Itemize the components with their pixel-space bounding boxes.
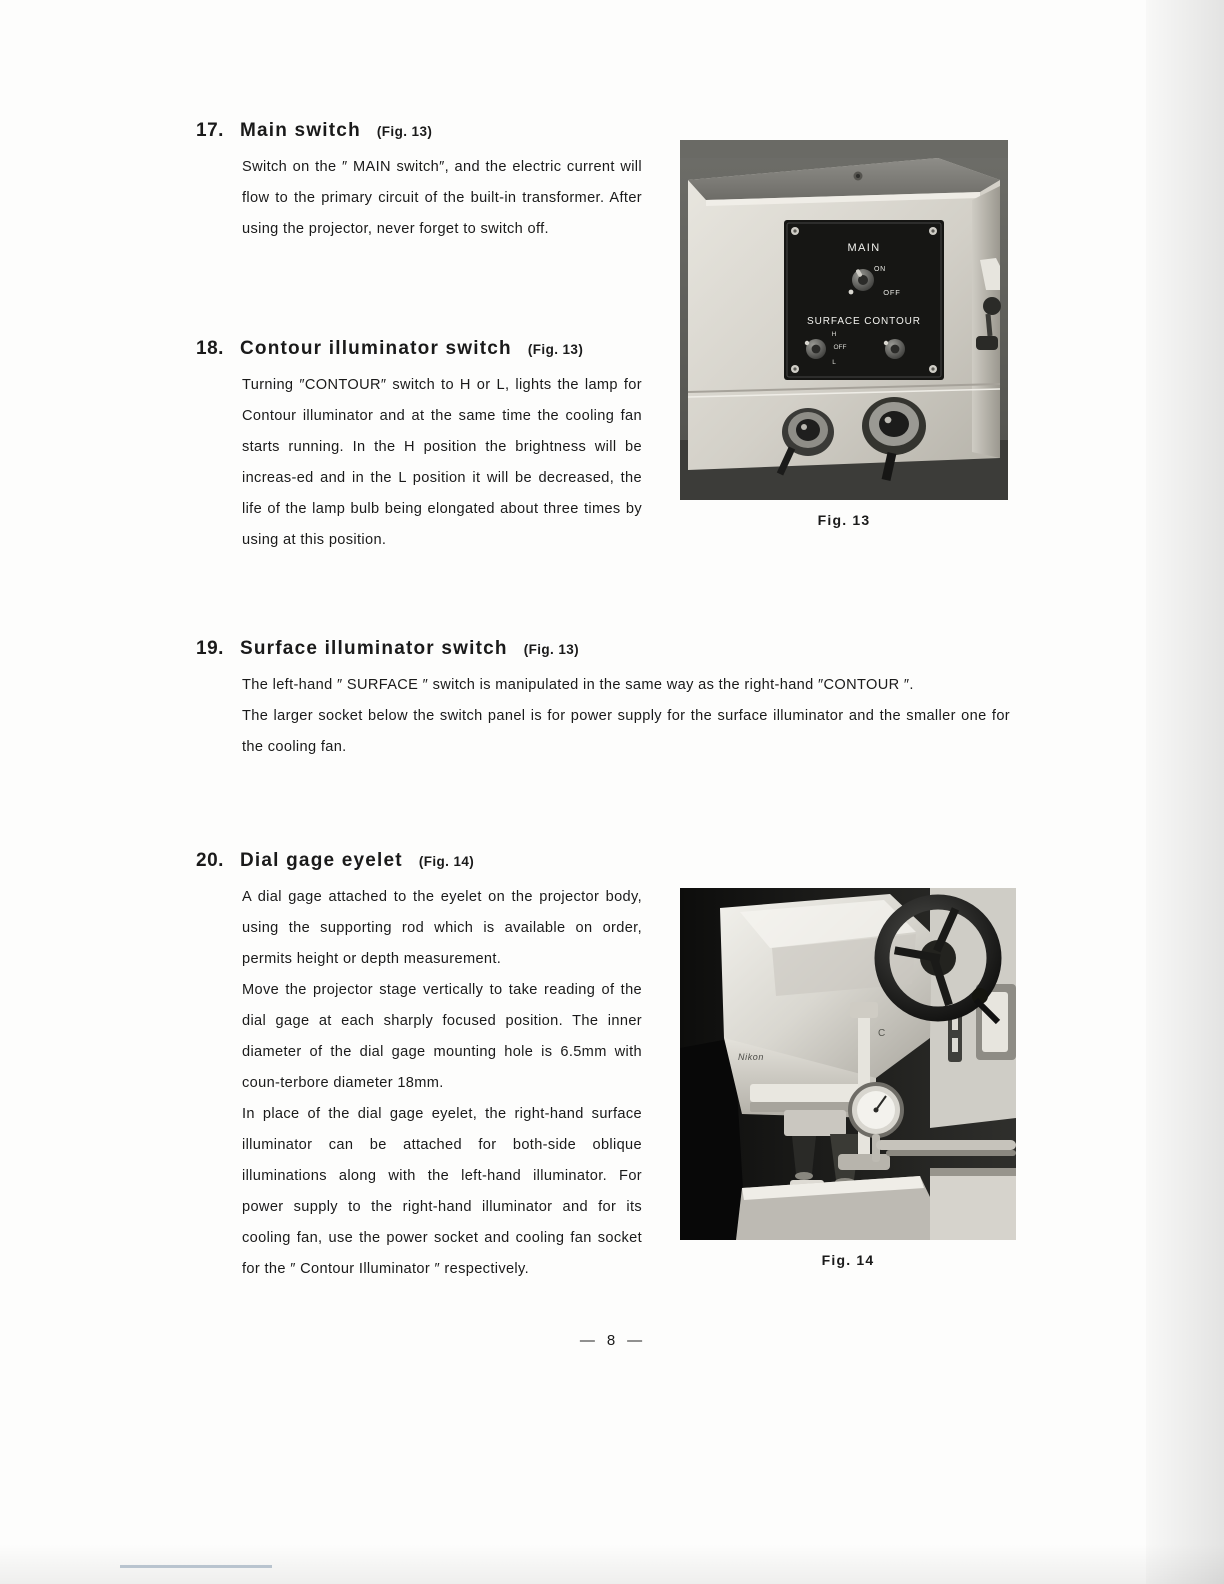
section-figure-ref: (Fig. 14) [418,854,475,869]
section-contour-illuminator-switch [196,338,642,556]
figure-14-caption: Fig. 14 [821,1252,875,1268]
section-figure-ref: (Fig. 13) [523,642,580,657]
scan-edge-bottom [0,1544,1224,1584]
svg-text:ON: ON [873,266,887,273]
section-heading [196,638,1010,660]
figure-13-image [680,140,1008,500]
page-number-dash-left: — [579,1332,597,1349]
svg-text:OFF: OFF [833,344,847,351]
paragraph: Switch on the ″ MAIN switch″, and the electric current will flow to the primary circuit of the built-in transformer. After using the projector, never forget to switch off. [242,159,642,237]
scan-artifact-mark [120,1565,272,1568]
section-heading [196,338,642,360]
section-number: 20. [196,850,224,871]
paragraph: The larger socket below the switch panel is for power supply for the surface illuminator and the smaller one for the cooling fan. [242,708,1010,755]
section-main-switch [196,120,642,245]
section-heading [196,850,642,872]
svg-text:OFF: OFF [883,288,901,297]
section-figure-ref: (Fig. 13) [376,124,433,139]
dial-gage-photo [680,888,1016,1240]
section-number: 19. [196,638,224,659]
figure-14-image [680,888,1016,1240]
brand-label: Nikon [738,1052,765,1062]
figure-14 [680,888,1016,1268]
page-number [0,1332,1224,1349]
section-number: 17. [196,120,224,141]
switch-panel-photo [680,140,1008,500]
paragraph: A dial gage attached to the eyelet on the projector body, using the supporting rod which is available on order, permits height or depth measurement. [242,889,642,967]
section-surface-illuminator-switch [196,638,1010,763]
section-title: Main switch [240,120,361,141]
figure-13 [680,140,1008,528]
section-title: Contour illuminator switch [240,338,512,359]
paragraph: Move the projector stage vertically to take reading of the dial gage at each sharply focused position. The inner diameter of the dial gage mounting hole is 6.5mm with coun-terbore diameter 18mm. [242,982,642,1091]
section-title: Surface illuminator switch [240,638,508,659]
section-title: Dial gage eyelet [240,850,403,871]
section-figure-ref: (Fig. 13) [527,342,584,357]
paragraph: Turning ″CONTOUR″ switch to H or L, lights the lamp for Contour illuminator and at the same time the cooling fan starts running. In the H position the brightness will be increas-ed and in the L position it will be decreased, the life of the lamp bulb being elongated about three times by using at this position. [242,377,642,548]
page-number-dash-right: — [627,1332,645,1349]
svg-text:L: L [832,359,836,366]
paragraph: The left-hand ″ SURFACE ″ switch is manipulated in the same way as the right-hand ″CONTOUR ″. [242,677,914,693]
svg-text:C: C [878,1028,886,1039]
section-number: 18. [196,338,224,359]
svg-text:MAIN: MAIN [847,242,881,254]
switch-plate [784,220,944,380]
svg-text:SURFACE CONTOUR: SURFACE CONTOUR [807,316,921,327]
page-number-value: 8 [606,1332,618,1349]
figure-13-caption: Fig. 13 [817,512,871,528]
svg-text:H: H [831,331,837,338]
paragraph: In place of the dial gage eyelet, the right-hand surface illuminator can be attached for both-side oblique illuminations along with the left-hand illuminator. For power supply to the right-hand illuminator and for its cooling fan, use the power socket and cooling fan socket for the ″ Contour Illuminator ″ respectively. [242,1106,642,1277]
section-dial-gage-eyelet [196,850,642,1285]
section-heading [196,120,642,142]
